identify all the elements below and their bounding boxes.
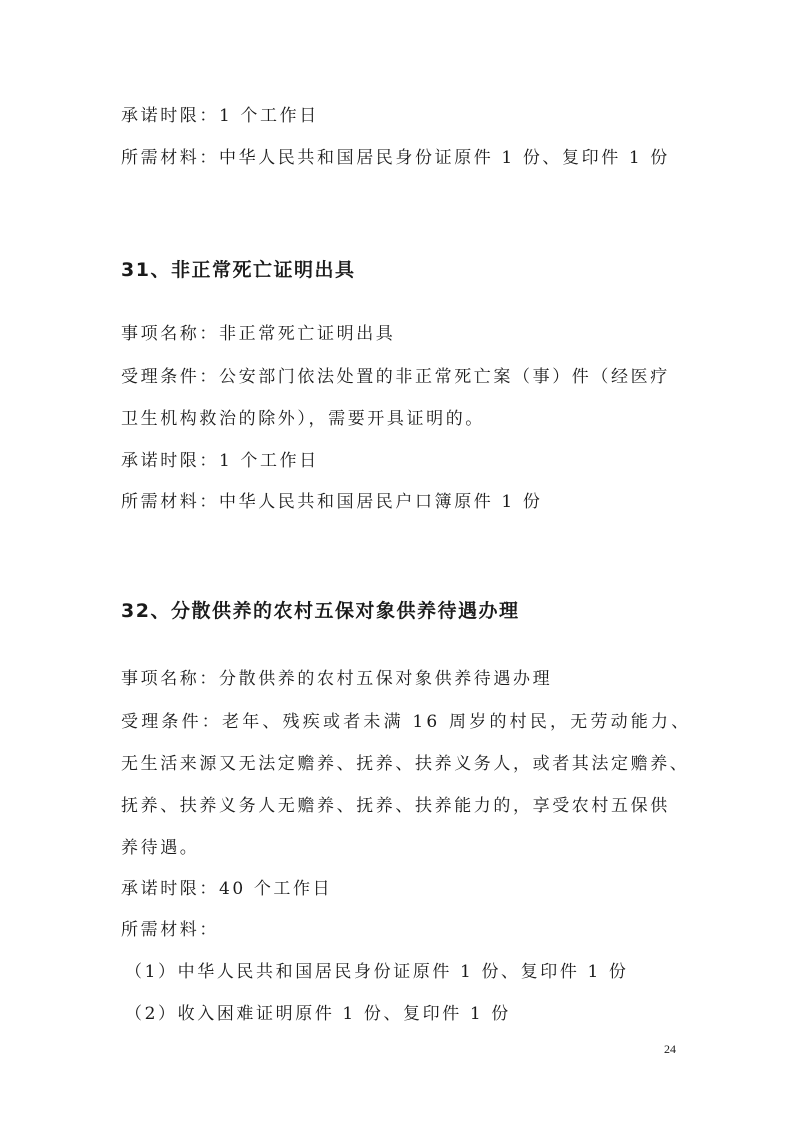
section-32-conditions-line-3: 抚养、扶养义务人无赡养、抚养、扶养能力的，享受农村五保供 <box>121 796 670 816</box>
section-32-time-limit: 承诺时限：40 个工作日 <box>121 879 333 899</box>
section-32-conditions-line-1: 受理条件：老年、残疾或者未满 16 周岁的村民，无劳动能力、 <box>121 712 692 732</box>
intro-materials: 所需材料：中华人民共和国居民身份证原件 1 份、复印件 1 份 <box>121 148 670 168</box>
section-31-time-limit: 承诺时限：1 个工作日 <box>121 451 319 471</box>
section-32-conditions-line-2: 无生活来源又无法定赡养、抚养、扶养义务人，或者其法定赡养、 <box>121 754 690 774</box>
section-31-conditions-line-2: 卫生机构救治的除外），需要开具证明的。 <box>121 409 485 429</box>
section-32-materials-label: 所需材料： <box>121 920 219 940</box>
section-32-material-item-2: （2）收入困难证明原件 1 份、复印件 1 份 <box>125 1004 511 1024</box>
page-number: 24 <box>664 1042 676 1056</box>
section-32-conditions-line-4: 养待遇。 <box>121 838 200 858</box>
section-31-item-name: 事项名称：非正常死亡证明出具 <box>121 324 396 344</box>
section-31-conditions-line-1: 受理条件：公安部门依法处置的非正常死亡案（事）件（经医疗 <box>121 367 670 387</box>
section-32-heading: 32、分散供养的农村五保对象供养待遇办理 <box>121 600 520 622</box>
section-32-material-item-1: （1）中华人民共和国居民身份证原件 1 份、复印件 1 份 <box>125 962 629 982</box>
section-31-materials: 所需材料：中华人民共和国居民户口簿原件 1 份 <box>121 492 543 512</box>
intro-time-limit: 承诺时限：1 个工作日 <box>121 106 319 126</box>
section-31-heading: 31、非正常死亡证明出具 <box>121 259 356 281</box>
section-32-item-name: 事项名称：分散供养的农村五保对象供养待遇办理 <box>121 669 553 689</box>
